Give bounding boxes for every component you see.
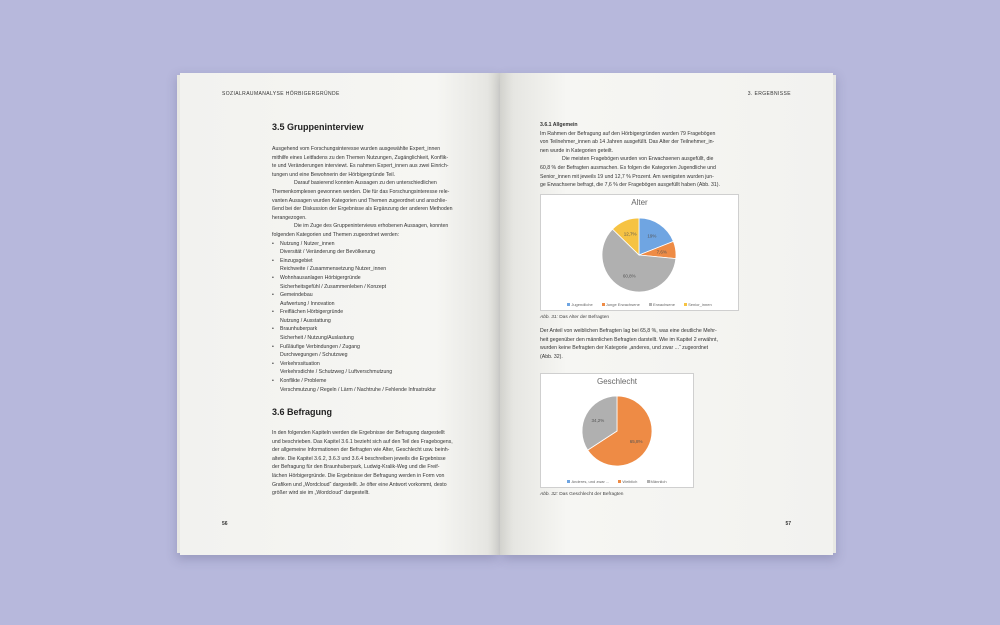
- text-line: (Abb. 32).: [540, 353, 563, 360]
- legend-item: [567, 479, 609, 484]
- text-line: altete. Die Kapitel 3.6.2, 3.6.3 und 3.6.4 beschreiben jeweils die Ergebnisse: [272, 455, 446, 462]
- pie-data-label: 7,6%: [656, 249, 667, 255]
- legend-swatch: [602, 303, 605, 306]
- text-line: lächen Hörbigergründe. Die Ergebnisse der Befragung werden in Form von: [272, 472, 445, 479]
- section-3-5: [272, 122, 472, 394]
- text-line: mithilfe eines Leitfadens zu den Themen Nutzungen, Zugänglichkeit, Konflik-: [272, 154, 449, 161]
- pie-data-label: 60,8%: [622, 273, 636, 279]
- open-book: [180, 73, 833, 555]
- text-line: Im Rahmen der Befragung auf den Hörbigergründen wurden 79 Fragebögen: [540, 130, 716, 137]
- text-line: Themenkomplexen gewonnen werden. Die für das Forschungsinteresse rele-: [272, 188, 450, 195]
- paragraph: [272, 145, 472, 179]
- legend-swatch: [567, 480, 570, 483]
- age-pie-svg: [541, 195, 738, 310]
- pie-data-label: 65,8%: [629, 438, 643, 444]
- legend-swatch: [684, 303, 687, 306]
- text-line: vanten Aussagen wurden Kategorien und Themen zugeordnet und anschlie-: [272, 197, 447, 204]
- subsection-heading: 3.6.1 Allgemein: [540, 122, 578, 128]
- list-item: • Freiflächen Hörbigergründe Nutzung / Ausstattung: [272, 308, 472, 325]
- chart-legend: [541, 479, 693, 484]
- chart-title: Alter: [631, 198, 648, 207]
- figure-caption: [540, 492, 623, 497]
- list-item: • Wohnhausanlagen Hörbigergründe Sicherheitsgefühl / Zusammenleben / Konzept: [272, 274, 472, 291]
- legend-item: [649, 302, 675, 307]
- text-line: Die meisten Fragebögen wurden von Erwachsenen ausgefüllt, die: [562, 156, 714, 163]
- category-label: Konflikte / Probleme: [280, 378, 327, 385]
- pie-data-label: 12,7%: [623, 231, 637, 237]
- text-line: wurden keine Befragten der Kategorie „anderes, und zwar ...“ zugeordnet: [540, 345, 709, 352]
- text-line: Grafiken und „Wordcloud“ dargestellt. Je öfter eine Antwort vorkommt, desto: [272, 481, 447, 488]
- category-topics: Verschmutzung / Regeln / Lärm / Nachtruhe / Fehlende Infrastruktur: [280, 386, 436, 393]
- category-topics: Durchwegungen / Schutzweg: [280, 352, 348, 359]
- text-line: Senior_innen mit jeweils 19 und 12,7 % Prozent. Am wenigsten wurden jun-: [540, 173, 714, 180]
- right-page: [500, 73, 833, 555]
- gender-paragraph: [540, 327, 780, 361]
- text-line: 60,8 % der Befragten ausmachen. Es folgen die Kategorien Jugendliche und: [540, 164, 716, 171]
- running-head-left: SOZIALRAUMANALYSE HÖRBIGERGRÜNDE: [222, 91, 340, 97]
- text-line: Ausgehend vom Forschungsinteresse wurden ausgewählte Expert_innen: [272, 146, 441, 152]
- figure-caption: [540, 315, 609, 320]
- text-line: Darauf basierend konnten Aussagen zu den unterschiedlichen: [294, 180, 437, 187]
- chart-legend: [541, 302, 738, 307]
- text-line: größer wird sie im „Wordcloud“ dargestellt.: [272, 490, 370, 497]
- text-line: der allgemeine Informationen der Befragten wie Alter, Geschlecht usw. beinh-: [272, 447, 450, 454]
- legend-item: [567, 302, 592, 307]
- category-label: Braunhuberpark: [280, 326, 318, 333]
- category-label: Einzugsgebiet: [280, 257, 313, 264]
- category-label: Gemeindebau: [280, 292, 313, 299]
- legend-label: Junge Erwachsene: [605, 302, 640, 307]
- section-3-6-1: [540, 121, 770, 190]
- legend-swatch: [647, 480, 650, 483]
- category-label: Fußläufige Verbindungen / Zugang: [280, 343, 360, 350]
- legend-label: Männlich: [650, 479, 667, 484]
- gender-chart: [540, 373, 694, 488]
- text-line: Die im Zuge des Gruppeninterviews erhobenen Aussagen, konnten: [294, 223, 449, 230]
- caption-label: Abb. 32:: [540, 492, 558, 497]
- gender-pie-svg: [541, 374, 693, 487]
- text-line: tungen und eine Bewohnerin der Hörbigergründe Teil.: [272, 171, 396, 178]
- pie-data-label: 19%: [647, 233, 657, 239]
- legend-label: Weiblich: [622, 479, 638, 484]
- left-page: [180, 73, 500, 555]
- caption-text: Das Alter der Befragten: [559, 315, 610, 320]
- legend-swatch: [649, 303, 652, 306]
- category-label: Nutzung / Nutzer_innen: [280, 240, 335, 247]
- category-topics: Verkehrsdichte / Schutzweg / Luftverschmutzung: [280, 369, 393, 376]
- list-item: • Gemeindebau Aufwertung / Innovation: [272, 291, 472, 308]
- text-line: ßend bei der Diskussion der Ergebnisse als Ergänzung der anderen Methoden: [272, 206, 453, 213]
- category-topics: Nutzung / Ausstattung: [280, 317, 331, 324]
- list-item: • Konflikte / Probleme Verschmutzung / Regeln / Lärm / Nachtruhe / Fehlende Infrastruktur: [272, 377, 472, 394]
- text-line: herangezogen.: [272, 214, 307, 221]
- text-line: folgenden Kategorien und Themen zugeordnet werden:: [272, 231, 400, 238]
- running-head-right: 3. ERGEBNISSE: [747, 91, 791, 97]
- list-item: • Verkehrssituation Verkehrsdichte / Schutzweg / Luftverschmutzung: [272, 360, 472, 377]
- text-line: und beschrieben. Das Kapitel 3.6.1 bezieht sich auf den Teil des Fragebogens,: [272, 438, 453, 445]
- legend-swatch: [567, 303, 570, 306]
- text-line: In den folgenden Kapiteln werden die Ergebnisse der Befragung dargestellt: [272, 430, 445, 436]
- legend-label: Erwachsene: [652, 302, 675, 307]
- section-heading: 3.6 Befragung: [272, 407, 333, 417]
- page-number-left: 56: [222, 521, 228, 527]
- list-item: • Einzugsgebiet Reichweite / Zusammensetzung Nutzer_innen: [272, 257, 472, 274]
- list-item: • Braunhuberpark Sicherheit / Nutzung/Auslastung: [272, 325, 472, 342]
- category-topics: Sicherheit / Nutzung/Auslastung: [280, 335, 354, 342]
- section-3-6: [272, 407, 477, 498]
- legend-label: Jugendliche: [571, 302, 593, 307]
- legend-item: [647, 479, 667, 484]
- text-line: Der Anteil von weiblichen Befragten lag bei 65,8 %, was eine deutliche Mehr-: [540, 328, 717, 334]
- legend-item: [684, 302, 712, 307]
- list-item: • Nutzung / Nutzer_innen Diversität / Veränderung der Bevölkerung: [272, 240, 472, 257]
- pie-data-label: 34,2%: [591, 418, 605, 424]
- category-label: Freiflächen Hörbigergründe: [280, 309, 344, 316]
- category-topics: Reichweite / Zusammensetzung Nutzer_innen: [280, 266, 387, 273]
- category-label: Verkehrssituation: [280, 360, 320, 367]
- legend-swatch: [618, 480, 621, 483]
- legend-item: [618, 479, 637, 484]
- text-line: heit gegenüber den männlichen Befragten darstellt. Wie im Kapitel 2 erwähnt,: [540, 336, 718, 343]
- category-list: [272, 240, 472, 395]
- text-line: nen wurde in Kategorien geteilt.: [540, 147, 613, 154]
- paragraph: [272, 222, 472, 239]
- age-chart: [540, 194, 739, 311]
- caption-label: Abb. 31:: [540, 315, 558, 320]
- caption-text: Das Geschlecht der Befragten: [559, 492, 624, 497]
- page-edge-right: [833, 75, 836, 553]
- legend-label: Anderes, und zwar ...: [571, 479, 610, 484]
- category-topics: Diversität / Veränderung der Bevölkerung: [280, 249, 375, 256]
- text-line: te und Veränderungen interviewt. Es nahmen Expert_innen aus zwei Einrich-: [272, 163, 449, 170]
- page-edge-left: [177, 75, 180, 553]
- section-heading: 3.5 Gruppeninterview: [272, 122, 364, 132]
- chart-title: Geschlecht: [596, 377, 638, 386]
- paragraph: [272, 179, 472, 222]
- page-number-right: 57: [785, 521, 791, 527]
- category-topics: Aufwertung / Innovation: [280, 300, 335, 307]
- text-line: der Befragung für den Braunhuberpark, Ludwig-Kralik-Weg und die Freif-: [272, 464, 440, 471]
- text-line: ge Erwachsene befragt, die 7,6 % der Fragebögen ausgefüllt haben (Abb. 31).: [540, 182, 720, 189]
- legend-item: [602, 302, 640, 307]
- category-topics: Sicherheitsgefühl / Zusammenleben / Konzept: [280, 283, 387, 290]
- list-item: • Fußläufige Verbindungen / Zugang Durchwegungen / Schutzweg: [272, 343, 472, 360]
- category-label: Wohnhausanlagen Hörbigergründe: [280, 274, 361, 281]
- legend-label: Senior_innen: [688, 302, 712, 307]
- text-line: von Teilnehmer_innen ab 14 Jahren ausgefüllt. Das Alter der Teilnehmer_in-: [540, 139, 715, 146]
